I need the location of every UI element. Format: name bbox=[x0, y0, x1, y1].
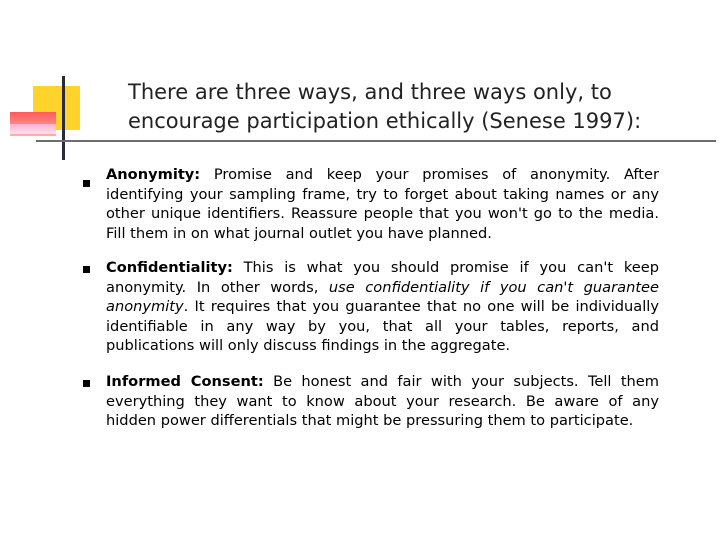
bullet-term: Anonymity: bbox=[106, 166, 201, 183]
decor-vertical-line bbox=[62, 76, 65, 160]
decor-horizontal-line bbox=[36, 140, 716, 142]
bullet-text: Promise and keep your promises of anonymity. After identifying your sampling frame, try to forget about taking names or any other unique identifiers. Reassure people that you won't go to the media. Fill them in on what journal outlet you have planned. bbox=[106, 166, 659, 242]
bullet-emphasis: use confidentiality if you can't guarantee anonymity bbox=[106, 278, 659, 315]
bullet-text: Be honest and fair with your subjects. Tell them everything they want to know about your research. Be aware of any hidden power differentials that might be pressuring them to participate. bbox=[106, 373, 660, 429]
bullet-text: . It requires that you guarantee that no one will be individually identifiable in any way by you, that all your tables, reports, and publications will only discuss findings in the aggregate. bbox=[106, 298, 659, 354]
bullet-marker bbox=[83, 380, 90, 387]
decor-pink-gradient bbox=[10, 124, 56, 134]
bullet-anonymity bbox=[106, 165, 659, 243]
bullet-term: Confidentiality: bbox=[106, 259, 233, 276]
bullet-informed-consent bbox=[106, 372, 659, 431]
bullet-text: This is what you should promise if you can't keep anonymity. In other words, bbox=[106, 259, 659, 296]
bullet-marker bbox=[83, 180, 90, 187]
bullet-term: Informed Consent: bbox=[106, 373, 264, 390]
slide-title: There are three ways, and three ways only, to encourage participation ethically (Senese 1997): bbox=[128, 80, 642, 133]
bullet-confidentiality bbox=[106, 258, 659, 356]
bullet-marker bbox=[83, 266, 90, 273]
